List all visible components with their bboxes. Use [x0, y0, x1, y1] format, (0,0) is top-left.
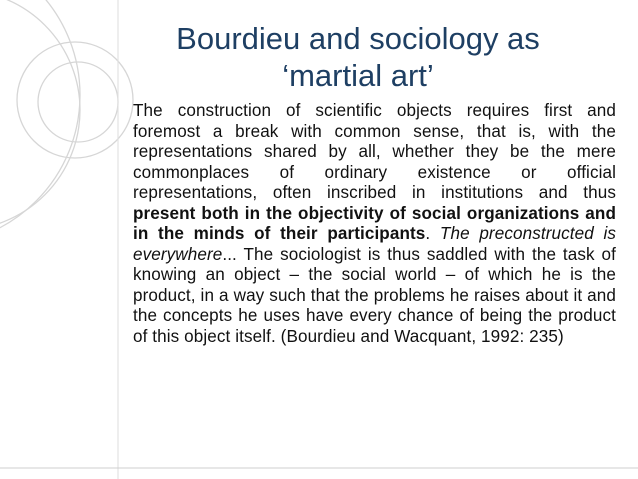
- deco-circle-large: [0, 0, 80, 245]
- quote-text-part3: ... The sociologist is thus saddled with the task of knowing an object – the social world – of which he is the product, in a way such that the problems he raises about it and the concepts he uses have every chance of being the product of this object itself. (Bourdieu and Wacquant, 1992: 235): [133, 244, 616, 346]
- slide-title: [140, 20, 576, 94]
- quote-paragraph: [133, 101, 616, 347]
- quote-text-part1: The construction of scientific objects requires first and foremost a break with common sense, that is, with the representations shared by all, whether they be the mere commonplaces of ordinary existence or official representations, often inscribed in institutions and thus: [133, 101, 616, 202]
- slide-title-line1: Bourdieu and sociology as: [176, 21, 540, 56]
- slide-title-line2: ‘martial art’: [282, 58, 434, 93]
- quote-bold-text: present both in the objectivity of social organizations and in the minds of their participants: [133, 203, 616, 243]
- quote-italic-text: The preconstructed is everywhere: [133, 224, 616, 264]
- deco-circle-medium: [17, 42, 133, 158]
- quote-text-part2: .: [425, 224, 440, 243]
